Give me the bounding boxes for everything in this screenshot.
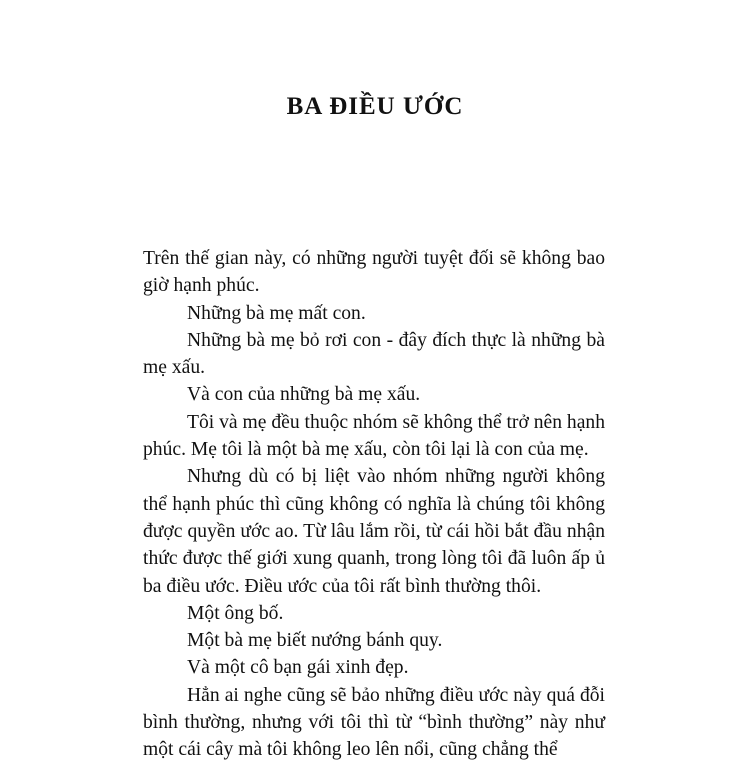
paragraph: Tôi và mẹ đều thuộc nhóm sẽ không thể trở nên hạnh phúc. Mẹ tôi là một bà mẹ xấu, còn tôi lại là con của mẹ. [143,411,605,461]
chapter-title: BA ĐIỀU ƯỚC [286,93,464,120]
paragraph: Một ông bố. [187,602,284,624]
paragraph: Và một cô bạn gái xinh đẹp. [187,657,409,679]
chapter-body [143,245,605,764]
paragraph: Nhưng dù có bị liệt vào nhóm những người không thể hạnh phúc thì cũng không có nghĩa là chúng tôi không được quyền ước ao. Từ lâu lắm rồi, từ cái hồi bắt đầu nhận thức được thế giới xung quanh, trong lòng tôi đã luôn ấp ủ ba điều ước. Điều ước của tôi rất bình thường thôi. [143,466,605,597]
paragraph: Những bà mẹ bỏ rơi con - đây đích thực là những bà mẹ xấu. [143,329,605,379]
paragraph: Những bà mẹ mất con. [187,302,366,324]
paragraph: Trên thế gian này, có những người tuyệt đối sẽ không bao giờ hạnh phúc. [143,248,605,297]
paragraph: Một bà mẹ biết nướng bánh quy. [187,630,443,652]
paragraph: Và con của những bà mẹ xấu. [187,384,421,406]
paragraph: Hẳn ai nghe cũng sẽ bảo những điều ước này quá đỗi bình thường, nhưng với tôi thì từ “bình thường” này như một cái cây mà tôi không leo lên nổi, cũng chẳng thể [143,684,605,761]
